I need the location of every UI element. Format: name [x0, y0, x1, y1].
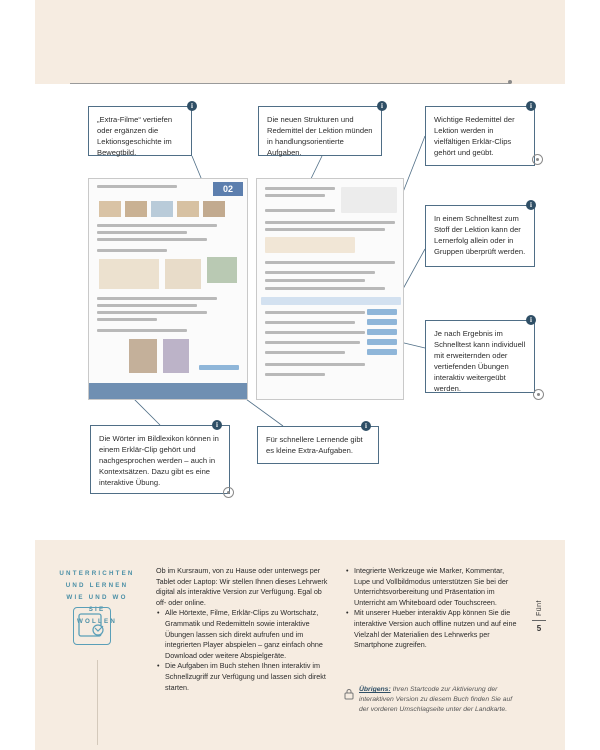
page-number: 5 [536, 624, 542, 633]
callout-text: Die neuen Strukturen und Redemittel der Lektion münden in handlungsorientierte Aufgaben. [267, 115, 373, 157]
info-icon[interactable]: i [526, 101, 536, 111]
note-text: Ihren Startcode zur Aktivierung der interaktiven Version zu diesem Buch finden Sie auf der vorderen Umschlagseite unter der Landkarte. [359, 686, 513, 713]
text-column-left [156, 566, 334, 693]
callout-text: Je nach Ergebnis im Schnelltest kann individuell mit erweiternden oder vertiefenden Übungen interaktiv weitergeübt werden. [434, 329, 526, 393]
touch-icon[interactable] [532, 154, 543, 165]
callout-text: In einem Schnelltest zum Stoff der Lektion kann der Lernerfolg allein oder in Gruppen überprüft werden. [434, 214, 526, 256]
feature-list-left [156, 608, 334, 693]
list-item: • Alle Hörtexte, Filme, Erklär-Clips zu Wortschatz, Grammatik und Redemitteln sowie interaktive Übungen lassen sich direkt aufrufen und im integrierten Player abspielen – ganz einfach ohne Download oder weitere Abspielgeräte. [156, 608, 334, 661]
book-page-right [256, 178, 404, 400]
sidebar-divider [97, 660, 98, 745]
callout-extra-aufgaben [257, 426, 379, 464]
callout-text: Für schnellere Lernende gibt es kleine Extra-Aufgaben. [266, 435, 363, 455]
intro-paragraph: Ob im Kursraum, von zu Hause oder unterwegs per Tablet oder Laptop: Wir stellen Ihnen dieses Lehrwerk digital als interaktive Version zur Verfügung. Egal ob off- oder online. [156, 566, 328, 607]
info-icon[interactable]: i [377, 101, 387, 111]
info-icon[interactable]: i [187, 101, 197, 111]
callout-text: „Extra-Filme“ vertiefen oder ergänzen die Lektionsgeschichte im Bewegtbild. [97, 115, 173, 157]
unit-badge: 02 [213, 182, 243, 196]
note-label: Übrigens: [359, 686, 391, 693]
book-spread-illustration [88, 178, 418, 400]
tablet-touch-icon [73, 607, 111, 645]
info-icon[interactable]: i [212, 420, 222, 430]
list-item: • Mit unserer Hueber interaktiv App können Sie die interaktive Version auch offline nutzen und auf eine Vielzahl der Materialien des Lehrwerks per Smartphone zugreifen. [345, 608, 517, 650]
callout-extra-filme [88, 106, 192, 156]
touch-icon[interactable] [533, 389, 544, 400]
callout-text: Wichtige Redemittel der Lektion werden in vielfältigen Erklär-Clips gehört und geübt. [434, 115, 515, 157]
touch-icon[interactable] [223, 487, 234, 498]
callout-redemittel [425, 106, 535, 166]
callout-ergebnis [425, 320, 535, 393]
info-icon[interactable]: i [361, 421, 371, 431]
folio-divider [532, 620, 546, 621]
top-band [35, 0, 565, 84]
text-column-right [345, 566, 517, 651]
info-icon[interactable]: i [526, 315, 536, 325]
list-item: • Die Aufgaben im Buch stehen Ihnen interaktiv im Schnellzugriff zur Verfügung und lassen sich direkt starten. [156, 661, 334, 693]
callout-strukturen [258, 106, 382, 156]
folio-word: Fünf [535, 600, 543, 617]
callout-schnelltest [425, 205, 535, 267]
list-item: • Integrierte Werkzeuge wie Marker, Kommentar, Lupe und Vollbildmodus unterstützen Sie bei der Unterrichtsvorbereitung und Präsentation im Unterricht am Whiteboard oder Touchscreen. [345, 566, 517, 608]
sidebar-title: UNTERRICHTEN UND LERNEN WIE UND WO SIE WOLLEN [59, 570, 135, 625]
callout-text: Die Wörter im Bildlexikon können in einem Erklär-Clip gehört und nachgesprochen werden – auch in Kontextsätzen. Dazu gibt es eine interaktive Übung. [99, 434, 219, 487]
info-icon[interactable]: i [526, 200, 536, 210]
book-page-left [88, 178, 248, 400]
startcode-note [343, 685, 513, 714]
feature-list-right [345, 566, 517, 651]
picture-dictionary-strip [89, 383, 248, 399]
callout-bildlexikon [90, 425, 230, 494]
